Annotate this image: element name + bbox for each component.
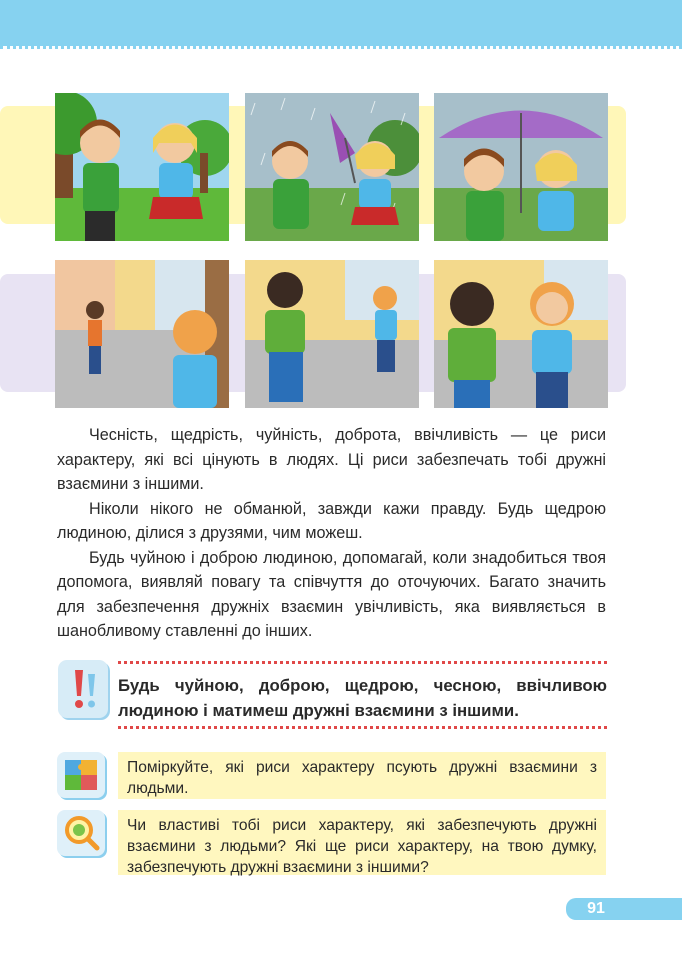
illustration-boy-walking [245,260,419,408]
header-dotted-border [0,46,682,49]
illustration-park [55,93,229,241]
task-2: Чи властиві тобі риси характеру, які забезпечують дружні взаємини з людьми? Які ще риси характеру, на твою думку, забезпечують дружні взаємини з іншими? [118,810,606,875]
illustration-greeting [434,260,608,408]
rule-bottom-divider [118,726,607,729]
paragraph-2: Ніколи нікого не обманюй, завжди кажи правду. Будь щедрою людиною, ділися з друзями, чим можеш. [57,499,606,542]
paragraph-3: Будь чуйною і доброю людиною, допомагай, коли знадобиться твоя допомога, виявляй повагу та співчуття до оточуючих. Багато значить для забезпечення дружніх взаємин увічливість, яка виявляється в шанобливому ставленні до інших. [57,548,606,640]
header-band [0,0,682,46]
paragraph-1: Чесність, щедрість, чуйність, доброта, ввічливість — це риси характеру, які всі цінують в людях. Ці риси забезпечать тобі дружні взаємини з іншими. [57,426,606,493]
puzzle-icon [57,752,105,798]
rule-text: Будь чуйною, доброю, щедрою, чесною, ввічливою людиною і матимеш дружні взаємини з іншими. [118,676,607,720]
exclamation-icon [58,660,108,718]
page-number: 91 [587,900,605,917]
illustration-rain-umbrella [245,93,419,241]
task-1: Поміркуйте, які риси характеру псують дружні взаємини з людьми. [118,752,606,799]
body-text [57,423,606,644]
magnifier-icon [57,810,105,856]
rule-top-divider [118,661,607,664]
illustration-street-meeting [55,260,229,408]
illustration-shared-umbrella [434,93,608,241]
